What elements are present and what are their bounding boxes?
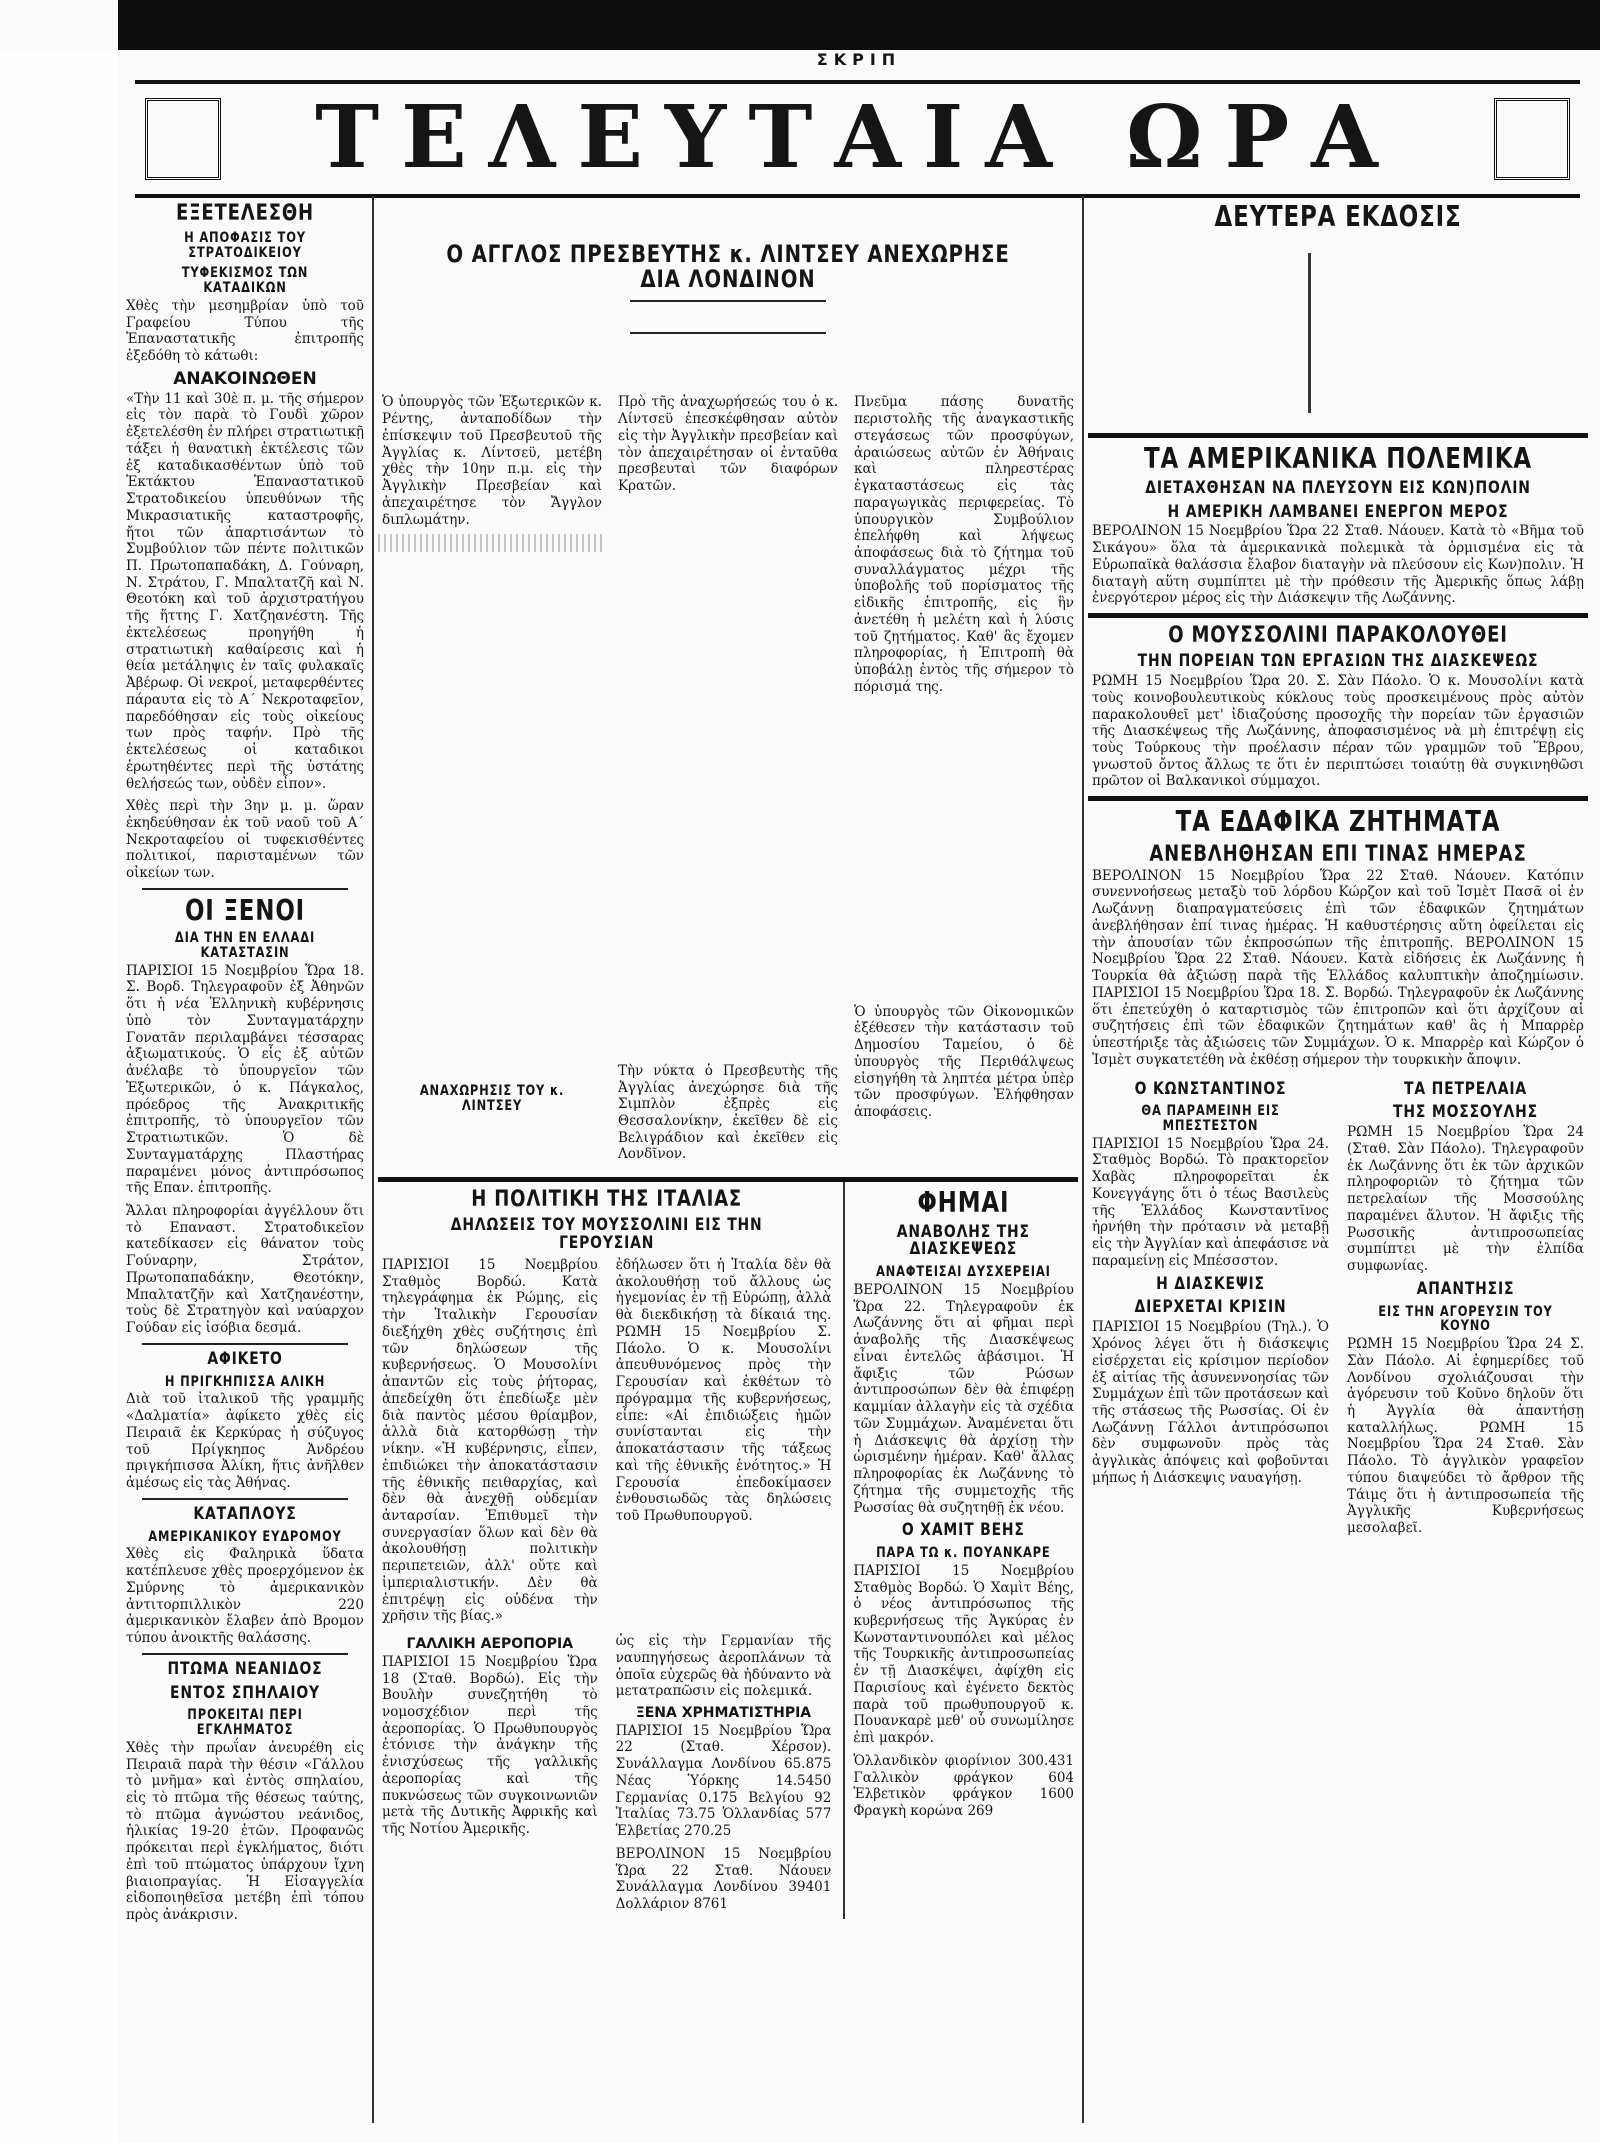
column-1 [122, 196, 368, 2123]
article-headline: Ο ΧΑΜΙΤ ΒΕΗΣ [902, 1520, 1026, 1541]
article-subheadline: ΘΑ ΠΑΡΑΜΕΙΝΗ ΕΙΣ ΜΠΕΣΤΕΣΤΟΝ [1141, 1103, 1280, 1135]
article-text: ΠΑΡΙΣΙΟΙ 15 Νοεμβρίου Ὥρα 18. Σ. Βορδ. Τηλεγραφοῦν ἐξ Ἀθηνῶν ὅτι ἡ νέα Ἑλληνικὴ κυβέρνησις ὑπὸ τὸν Συνταγματάρχην Γονατᾶν περιλαμβάνει τέσσαρας ἀξιωματικούς. Ὁ εἷς ἐξ αὐτῶν ἀνέλαβε τὸ ὑπουργεῖον τῶν Ἐξωτερικῶν, ὁ κ. Πάγκαλος, πρόεδρος τῆς Ἀνακριτικῆς ἐπιτροπῆς, τὸ ὑπουργεῖον τῶν Στρατιωτικῶν. Ὁ δὲ Συνταγματάρχης Πλαστήρας παραμένει μόνος ἀντιπρόσωπος τῆς Επαν. ἐπιτροπῆς. [126, 962, 364, 1197]
article-text: ΠΑΡΙΣΙΟΙ 15 Νοεμβρίου Ὥρα 24. Σταθμὸς Βορδώ. Τὸ πρακτορεῖον Χαβὰς πληροφορεῖται ἐκ Κονεγγάγης ὅτι ὁ τέως Βασιλεὺς τῆς Ἑλλάδος Κωνσταντῖνος ἠρνήθη τὴν πρότασιν νὰ μεταβῇ εἰς τὴν Ἀγγλίαν καὶ ἀπεφάσισε νὰ παραμείνῃ εἰς Μπέσσστον. [1092, 1135, 1329, 1269]
column-4 [1088, 196, 1588, 2123]
article-subheadline: ΑΝΑΦΤΕΙΣΑΙ ΔΥΣΧΕΡΕΙΑΙ [876, 1264, 1052, 1281]
article-subheadline: Η ΠΡΙΓΚΗΠΙΣΣΑ ΑΛΙΚΗ [164, 1373, 326, 1390]
article-subheadline: ΔΙΕΡΧΕΤΑΙ ΚΡΙΣΙΝ [1134, 1297, 1287, 1318]
section-rule [1088, 796, 1588, 801]
article-headline: Ο ΚΩΝΣΤΑΝΤΙΝΟΣ [1134, 1078, 1287, 1099]
article-text: ΡΩΜΗ 15 Νοεμβρίου Ὥρα 20. Σ. Σὰν Πάολο. Ὁ κ. Μουσολίνι κατὰ τοὺς κοινοβουλευτικοὺς κύκλους τοὺς προσκειμένους πρὸς αὐτὸν παρακολουθεῖ μετ' ἰδιαζούσης προσοχῆς τὴν πορείαν τῶν ἐργασιῶν τῆς Διασκέψεως τῆς Λωζάννης, ἀποφασισμένος νὰ μὴ ἐπιτρέψῃ εἰς τοὺς Τούρκους τὴν προέλασιν πέραν τῶν γραμμῶν τοῦ Ἕβρου, γνωστοῦ ὄντος ἄλλως τε ὅτι ἐν περιπτώσει τοιαύτῃ θὰ συγκινηθῶσι πρῶτον οἱ Βαλκανικοὶ σύμμαχοι. [1092, 673, 1584, 790]
section-rule [1088, 433, 1588, 438]
article-headline: Ο ΑΓΓΛΟΣ ΠΡΕΣΒΕΥΤΗΣ κ. ΛΙΝΤΣΕΥ ΑΝΕΧΩΡΗΣΕ ΔΙΑ ΛΟΝΔΙΝΟΝ [446, 240, 1010, 294]
article-subheadline: ΔΙΑ ΤΗΝ ΕΝ ΕΛΛΑΔΙ ΚΑΤΑΣΤΑΣΙΝ [174, 930, 316, 961]
article-headline: ΦΗΜΑΙ [917, 1186, 1010, 1220]
article-text: ΠΑΡΙΣΙΟΙ 15 Νοεμβρίου Σταθμὸς Βορδώ. Ὁ Χαμὶτ Βέης, ὁ νέος ἀντιπρόσωπος τῆς κυβερνήσεως τῆς Ἀγκύρας ἐν Κωνσταντινουπόλει καὶ μέλος τῆς Τουρκικῆς ἀντιπροσωπείας ἐν τῇ Διασκέψει, ἀφίχθη εἰς Παρισίους καὶ ἐγένετο δεκτὸς παρὰ τοῦ πρωθυπουργοῦ κ. Πουανκαρὲ μεθ' οὗ συνωμίλησε ἐπὶ μακρόν. [853, 1562, 1074, 1747]
article-text: Πνεῦμα πάσης δυνατῆς περιστολῆς τῆς ἀναγκαστικῆς στεγάσεως τῶν προσφύγων, ἀραιώσεως αὐτῶν ἐν Ἀθήναις καὶ πληρεστέρας ἐγκαταστάσεως εἰς τὰς παραγωγικὰς περιφερείας. Τὸ ὑπουργικὸν Συμβούλιον ἐπελήφθη καὶ λήψεως ἀποφάσεως διὰ τὸ ζήτημα τοῦ συναλλάγματος μέχρι τῆς ὑποβολῆς τοῦ πορίσματος τῆς εἰδικῆς ἐπιτροπῆς, εἰς ἣν ἀνετέθη ἡ μελέτη καὶ ἡ λύσις τοῦ ζητήματος. Καθ' ἃς ἔχομεν πληροφορίας, ἡ Ἐπιτροπὴ θὰ ὑποβάλῃ ἐντὸς τῆς σήμερον τὸ πόρισμά της. [854, 394, 1074, 695]
article-subheadline: ΠΡΟΚΕΙΤΑΙ ΠΕΡΙ ΕΓΚΛΗΜΑΤΟΣ [187, 1707, 303, 1739]
article-subheadline: ΑΝΑΧΩΡΗΣΙΣ ΤΟΥ κ. ΛΙΝΤΣΕΥ [419, 1083, 565, 1114]
faded-text-area [614, 501, 842, 1061]
scan-black-border [118, 0, 1600, 50]
article-subheadline: Η ΑΜΕΡΙΚΗ ΛΑΜΒΑΝΕΙ ΕΝΕΡΓΟΝ ΜΕΡΟΣ [1167, 501, 1509, 522]
divider [142, 888, 348, 890]
article-headline: ΑΝΑΚΟΙΝΩΘΕΝ [173, 368, 317, 389]
article-text: ἐδήλωσεν ὅτι ἡ Ἰταλία δὲν θὰ ἀκολουθήσῃ τοῦ ἄλλους ὡς ἡγεμονίας ἐν τῇ Εὐρώπῃ, ἀλλὰ θὰ διεκδικήσῃ τὰ δίκαιά της. ΡΩΜΗ 15 Νοεμβρίου Σ. Πάολο. Ὁ κ. Μουσολίνι ἀπευθυνόμενος πρὸς τὴν Γερουσίαν καὶ ἐκθέτων τὸ πρόγραμμα τῆς κυβερνήσεως, εἶπε: «Αἱ ἐπιδιώξεις ἡμῶν συνίστανται εἰς τὴν ἀποκατάστασιν τῆς τάξεως καὶ τῆς ἐθνικῆς ἑνότητος.» Ἡ Γερουσία ἐπεδοκίμασεν ἐνθουσιωδῶς τὰς δηλώσεις τοῦ Πρωθυπουργοῦ. [615, 1256, 832, 1524]
faded-text-area [850, 702, 1078, 1002]
article-text: Ὁλλανδικὸν φιορίνιον 300.431 Γαλλικὸν φράγκον 604 Ἑλβετικὸν φράγκον 1600 Φραγκὴ κορώνα 269 [853, 1752, 1074, 1820]
faded-text-area [1088, 233, 1588, 433]
article-text: Χθὲς τὴν μεσημβρίαν ὑπὸ τοῦ Γραφείου Τύπου τῆς Ἐπαναστατικῆς ἐπιτροπῆς ἐξεδόθη τὸ κάτωθι: [126, 297, 364, 365]
article-headline: Ο ΜΟΥΣΣΟΛΙΝΙ ΠΑΡΑΚΟΛΟΥΘΕΙ [1168, 623, 1508, 649]
divider [630, 300, 826, 302]
article-subheadline: Η ΑΠΟΦΑΣΙΣ ΤΟΥ ΣΤΡΑΤΟΔΙΚΕΙΟΥ [184, 230, 306, 261]
article-headline: ΑΠΑΝΤΗΣΙΣ [1416, 1278, 1515, 1299]
article-subheadline: ΑΝΕΒΛΗΘΗΣΑΝ ΕΠΙ ΤΙΝΑΣ ΗΜΕΡΑΣ [1149, 841, 1527, 867]
article-headline: ΤΑ ΠΕΤΡΕΛΑΙΑ [1404, 1078, 1527, 1099]
divider [142, 1343, 348, 1345]
article-subheadline: ΔΗΛΩΣΕΙΣ ΤΟΥ ΜΟΥΣΣΟΛΙΝΙ ΕΙΣ ΤΗΝ ΓΕΡΟΥΣΙΑΝ [450, 1215, 763, 1254]
divider [630, 332, 826, 334]
masthead-title: ΤΕΛΕΥΤΑΙΑ ΩΡΑ [315, 87, 1400, 188]
article-text: «Τὴν 11 καὶ 30ὲ π. μ. τῆς σήμερον εἰς τὸν παρὰ τὸ Γουδὶ χῶρον ἐξετελέσθη ἐν πλήρει στρατιωτικῇ τάξει ἡ θανατικὴ ἐκτέλεσις τῶν ἐξ καταδικασθέντων ὑπὸ τοῦ Ἐκτάκτου Ἐπαναστατικοῦ Στρατοδικείου ὑπευθύνων τῆς Μικρασιατικῆς καταστροφῆς, ἤτοι τῶν ἀπαρτισάντων τὸ Συμβούλιον τῶν πέντε πολιτικῶν Π. Πρωτοπαπαδάκη, Δ. Γούναρη, Ν. Στράτου, Γ. Μπαλτατζῆ καὶ Ν. Θεοτόκη καὶ τοῦ ἀρχιστρατήγου τῆς ἥττης Γ. Χατζηανέστη. Τῆς ἐκτελέσεως προηγήθη ἡ στρατιωτικὴ καθαίρεσις καὶ ἡ θεία μετάληψις ἐν ταῖς φυλακαῖς Ἀβέρωφ. Οἱ νεκροί, μεταφερθέντες πάραυτα εἰς τὸ Α΄ Νεκροταφεῖον, παρεδόθησαν εἰς τοὺς οἰκείους των πρὸς ταφήν. Πρὸ τῆς ἐκτελέσεως οἱ καταδικοι ἐρωτηθέντες περὶ τῆς ὑστάτης θελήσεώς των, οὐδὲν εἶπον». [126, 390, 364, 792]
article-text: ΒΕΡΟΛΙΝΟΝ 15 Νοεμβρίου Ὥρα 22. Τηλεγραφοῦν ἐκ Λωζάννης ὅτι αἱ φῆμαι περὶ ἀναβολῆς τῆς Διασκέψεως εἶναι ἐντελῶς ἀβάσιμοι. Ἡ ἄφιξις τῶν Ρώσων ἀντιπροσώπων δὲν θὰ ἐπιφέρῃ καμμίαν ἀλλαγὴν εἰς τὰ σχέδια τῶν Συμμάχων. Ἀναμένεται ὅτι ἡ Διάσκεψις θὰ ἀρχίσῃ τὴν ὡρισμένην ἡμέραν. Καθ' ἄλλας πληροφορίας ἐκ Λωζάννης τὸ ζήτημα τῆς συμμετοχῆς τῆς Ρωσσίας θὰ συζητηθῇ ἐκ νέου. [853, 1281, 1074, 1516]
faded-text-area [378, 534, 606, 552]
article-subheadline: ΞΕΝΑ ΧΡΗΜΑΤΙΣΤΗΡΙΑ [635, 1705, 812, 1722]
article-text: ΠΑΡΙΣΙΟΙ 15 Νοεμβρίου Ὥρα 18 (Σταθ. Βορδώ). Εἰς τὴν Βουλὴν συνεζητήθη τὸ νομοσχέδιον περὶ τῆς ἀεροπορίας. Ὁ Πρωθυπουργὸς ἐτόνισε τὴν ἀνάγκην τῆς ἐνισχύσεως τῆς γαλλικῆς ἀεροπορίας καὶ τῆς πυκνώσεως τῶν συγκοινωνιῶν μετὰ τῆς Δυτικῆς Ἀφρικῆς καὶ τῆς Νοτίου Ἀμερικῆς. [382, 1653, 598, 1838]
article-subheadline: ΑΝΑΒΟΛΗΣ ΤΗΣ ΔΙΑΣΚΕΨΕΩΣ [897, 1221, 1031, 1260]
article-subheadline: ΕΝΤΟΣ ΣΠΗΛΑΙΟΥ [170, 1682, 320, 1703]
article-text: Χθὲς εἰς Φαληρικὰ ὕδατα κατέπλευσε χθὲς προερχόμενον ἐκ Σμύρνης τὸ ἀμερικανικὸν ἀντιτορπιλλικὸν 220 ἀμερικανικὸν ἔλαβεν ἀπὸ Βρομον τύπου ἀνοικτῆς θαλάσσης. [126, 1546, 364, 1646]
article-subheadline: ΔΙΕΤΑΧΘΗΣΑΝ ΝΑ ΠΛΕΥΣΟΥΝ ΕΙΣ ΚΩΝ)ΠΟΛΙΝ [1145, 477, 1531, 498]
article-headline: ΤΑ ΕΔΑΦΙΚΑ ΖΗΤΗΜΑΤΑ [1175, 805, 1501, 839]
article-text: ΡΩΜΗ 15 Νοεμβρίου Ὥρα 24 Σ. Σὰν Πάολο. Αἱ ἐφημερίδες τοῦ Λονδίνου σχολιάζουσαι τὴν ἀγόρευσιν τοῦ Κοῦνο δηλοῦν ὅτι ἡ Ἀγγλία θὰ ἀπαντήσῃ καταλλήλως. ΡΩΜΗ 15 Νοεμβρίου Ὥρα 24 Σταθ. Σὰν Πάολο. Τὸ ἀγγλικὸν γραφεῖον τύπου διαψεύδει τὸ ἄρθρον τῆς Τάιμς ὅτι ἡ ἀντιπροσωπεία τῆς Ἀγγλικῆς Κυβερνήσεως μεσολαβεῖ. [1347, 1336, 1584, 1537]
article-headline: ΤΑ ΑΜΕΡΙΚΑΝΙΚΑ ΠΟΛΕΜΙΚΑ [1144, 442, 1532, 476]
article-headline: ΕΞΕΤΕΛΕΣΘΗ [176, 201, 314, 226]
article-headline: Η ΠΟΛΙΤΙΚΗ ΤΗΣ ΙΤΑΛΙΑΣ [471, 1187, 743, 1213]
article-subheadline: ΤΗΣ ΜΟΣΣΟΥΛΗΣ [1393, 1102, 1538, 1123]
article-text: ΒΕΡΟΛΙΝΟΝ 15 Νοεμβρίου Ὥρα 22 Σταθ. Νάουεν Συνάλλαγμα Λονδίνου 39401 Δολλάριον 8761 [615, 1845, 832, 1913]
article-text: ΠΑΡΙΣΙΟΙ 15 Νοεμβρίου (Τηλ.). Ὁ Χρόνος λέγει ὅτι ἡ διάσκεψις εἰσέρχεται εἰς κρίσιμον περίοδον ἐξ αἰτίας τῆς ἀσυνεννοησίας τῶν Συμμάχων ἐπὶ τῶν προτάσεων καὶ τῆς στάσεως τῆς Ρωσσίας. Οἱ ἐν Λωζάννῃ Γάλλοι ἀντιπρόσωποι δὲν συμφωνοῦν πρὸς τὰς ἀγγλικὰς ἀπόψεις καὶ φοβοῦνται μήπως ἡ Διάσκεψις ναυαγήσῃ. [1092, 1319, 1329, 1486]
article-text: Τὴν νύκτα ὁ Πρεσβευτὴς τῆς Ἀγγλίας ἀνεχώρησε διὰ τῆς Σιμπλὸν ἐξπρὲς εἰς Θεσσαλονίκην, ἐκεῖθεν δὲ εἰς Βελιγράδιον καὶ ἐκεῖθεν εἰς Λονδῖνον. [618, 1062, 838, 1163]
article-subheadline: ΤΥΦΕΚΙΣΜΟΣ ΤΩΝ ΚΑΤΑΔΙΚΩΝ [181, 265, 309, 297]
article-text: Χθὲς περὶ τὴν 3ην μ. μ. ὥραν ἐκηδεύθησαν ἐκ τοῦ ναοῦ τοῦ Α΄ Νεκροταφείου οἱ τυφεκισθέντες πολιτικοί, παρισταμένων τῶν οἰκείων των. [126, 798, 364, 882]
article-text: Ἄλλαι πληροφορίαι ἀγγέλλουν ὅτι τὸ Επαναστ. Στρατοδικεῖον κατεδίκασεν εἰς θάνατον τοὺς Γούναρην, Στράτον, Πρωτοπαπαδάκην, Θεοτόκην, Μπαλτατζῆν καὶ Χατζηανέστην, τοὺς δὲ Στρατηγὸν καὶ ναύαρχον Γούδαν εἰς ἰσόβια δεσμά. [126, 1202, 364, 1337]
article-text: ὡς εἰς τὴν Γερμανίαν τῆς ναυπηγήσεως ἀεροπλάνων τὰ ὁποῖα εὐχερῶς θὰ ἠδύναντο νὰ μετατραπῶσιν εἰς πολεμικά. [615, 1633, 832, 1700]
article-subheadline: ΠΑΡΑ ΤΩ κ. ΠΟΥΑΝΚΑΡΕ [876, 1545, 1051, 1562]
article-headline: Η ΔΙΑΣΚΕΨΙΣ [1156, 1273, 1265, 1294]
article-text: Χθὲς τὴν πρωΐαν ἀνευρέθη εἰς Πειραιᾶ παρὰ τὴν θέσιν «Γάλλου τὸ μνῆμα» καὶ ἐντὸς σπηλαίου, εἰς τὸ πτῶμα τῆς θέσεως ταύτης, τὸ πτῶμα ἀγνώστου νεάνιδος, ἡλικίας 19-20 ἐτῶν. Προφανῶς πρόκειται περὶ ἐγκλήματος, διότι ἐπὶ τοῦ πτώματος ὑπάρχουν ἴχνη βιαιοπραγίας. Ἡ Εἰσαγγελία εἰδοποιηθεῖσα μετέβη ἐπὶ τόπου πρὸς ἀνάκρισιν. [126, 1739, 364, 1924]
column-rule [1082, 196, 1084, 2123]
article-subheadline: ΑΜΕΡΙΚΑΝΙΚΟΥ ΕΥΔΡΟΜΟΥ [148, 1528, 342, 1545]
edition-label: ΔΕΥΤΕΡΑ ΕΚΔΟΣΙΣ [1214, 200, 1462, 233]
faded-text-area [378, 558, 606, 1078]
article-text: Πρὸ τῆς ἀναχωρήσεώς του ὁ κ. Λίντσεϋ ἐπεσκέφθησαν αὐτὸν εἰς τὴν Ἀγγλικὴν πρεσβείαν καὶ τὸν ἀπεχαιρέτησαν οἱ ἐνταῦθα πρεσβευταὶ τῶν διαφόρων Κρατῶν. [618, 394, 838, 495]
article-subheadline: ΓΑΛΛΙΚΗ ΑΕΡΟΠΟΡΙΑ [406, 1636, 574, 1653]
article-columns [378, 392, 1078, 1169]
article-text: Ὁ ὑπουργὸς τῶν Ἐξωτερικῶν κ. Ρέντης, ἀνταποδίδων τὴν ἐπίσκεψιν τοῦ Πρεσβευτοῦ τῆς Ἀγγλίας κ. Λίντσεϋ, μετέβη χθὲς τὴν 10ην π.μ. εἰς τὴν Ἀγγλικὴν Πρεσβείαν καὶ ἀπεχαιρέτησε τὸν Ἄγγλον διπλωμάτην. [382, 394, 602, 528]
page-header: ΣΚΡΙΠ [816, 50, 902, 69]
divider [142, 1653, 348, 1655]
article-subheadline: ΤΗΝ ΠΟΡΕΙΑΝ ΤΩΝ ΕΡΓΑΣΙΩΝ ΤΗΣ ΔΙΑΣΚΕΨΕΩΣ [1137, 651, 1539, 672]
article-text: ΒΕΡΟΛΙΝΟΝ 15 Νοεμβρίου Ὥρα 22 Σταθ. Νάουεν. Κατόπιν συνεννοήσεως μεταξὺ τοῦ λόρδου Κώρζον καὶ τοῦ Ἰσμὲτ Πασᾶ οἱ ἐν Λωζάννῃ διαπραγματεύσεις ἐπὶ τῶν ἐδαφικῶν ζητημάτων ἀνεβλήθησαν ἐπί τινας ἡμέρας. Ἡ καθυστέρησις αὕτη ὀφείλεται εἰς τὴν ἀπουσίαν τῶν ἐκπροσώπων τῆς ἐπιτροπῆς. ΒΕΡΟΛΙΝΟΝ 15 Νοεμβρίου Ὥρα 22 Σταθ. Νάουεν. Κατὰ εἰδήσεις ἐκ Λωζάννης ἡ Τουρκία θὰ ἀξιώσῃ παρὰ τῆς Ἑλλάδος καλυπτικὴν ἀποζημίωσιν. ΠΑΡΙΣΙΟΙ 15 Νοεμβρίου Ὥρα 18. Σ. Βορδώ. Τηλεγραφοῦν ἐκ Λωζάννης ὅτι ἐπετεύχθη ὁ καταρτισμὸς τῶν ἐπιτροπῶν καὶ ὅτι ἀρχίζουν αἱ συζητήσεις ἐπὶ τῶν ἐδαφικῶν ζητημάτων καθ' ἃς ἡ Μπαρρὲρ ὑπεστήριξε τὰς ἀξιώσεις τῶν Συμμάχων. Ὁ κ. Μπαρρὲρ καὶ Κώρζον ὁ Ἰσμὲτ συγκατετέθη νὰ ἐκθέσῃ σήμερον τὴν τουρκικὴν ἄποψιν. [1092, 867, 1584, 1068]
page-margin [0, 50, 118, 2143]
article-text: ΠΑΡΙΣΙΟΙ 15 Νοεμβρίου Ὥρα 22 (Σταθ. Χέρσον). Συνάλλαγμα Λονδίνου 65.875 Νέας Ὑόρκης 14.5450 Γερμανίας 0.175 Βελγίου 92 Ἰταλίας 73.75 Ὁλλανδίας 577 Ἑλβετίας 270.25 [615, 1722, 832, 1840]
column-2 [378, 196, 1078, 2123]
article-text: Διὰ τοῦ ἰταλικοῦ τῆς γραμμῆς «Δαλματία» ἀφίκετο χθὲς εἰς Πειραιᾶ ἐκ Κερκύρας ἡ σύζυγος τοῦ Πρίγκηπος Ἀνδρέου πριγκήπισσα Ἀλίκη, ἥτις ἀνῆλθεν ἀμέσως εἰς τὰς Ἀθήνας. [126, 1391, 364, 1492]
article-subheadline: ΕΙΣ ΤΗΝ ΑΓΟΡΕΥΣΙΝ ΤΟΥ ΚΟΥΝΟ [1378, 1303, 1553, 1335]
article-headline: ΚΑΤΑΠΛΟΥΣ [193, 1503, 297, 1524]
section-rule [1088, 613, 1588, 618]
article-text: ΒΕΡΟΛΙΝΟΝ 15 Νοεμβρίου Ὥρα 22 Σταθ. Νάουεν. Κατὰ τὸ «Βῆμα τοῦ Σικάγου» ὅλα τὰ ἀμερικανικὰ πολεμικὰ τὰ ὁρμισμένα εἰς τὰ Εὐρωπαϊκὰ θαλάσσια ἔλαβον διαταγὴν νὰ πλεύσουν εἰς Κων)πολιν. Ἡ διαταγὴ αὕτη συμπίπτει μὲ τὴν πρόθεσιν τῆς Ἀμερικῆς ὅπως λάβῃ ἐνεργότερον μέρος εἰς τὴν Διάσκεψιν τῆς Λωζάννης. [1092, 523, 1584, 607]
ornament-icon [1494, 98, 1570, 180]
article-text: ΠΑΡΙΣΙΟΙ 15 Νοεμβρίου Σταθμὸς Βορδώ. Κατὰ τηλεγράφημα ἐκ Ρώμης, εἰς τὴν Ἰταλικὴν Γερουσίαν διεξήχθη χθὲς συζήτησις ἐπὶ τῶν δηλώσεων τῆς κυβερνήσεως. Ὁ Μουσολίνι ἀπαντῶν εἰς τοὺς ῥήτορας, ἀπεδείχθη ὅτι ἐπεδίωξε μὲν διὰ παντὸς μέσου θρίαμβον, ἀλλὰ διὰ κατορθώσῃ τὴν νίκην. «Ἡ κυβέρνησις, εἶπεν, ἐπιδιώκει τὴν ἀποκατάστασιν τῆς ἐθνικῆς πειθαρχίας, καὶ δὲν θὰ ἀνεχθῇ οὐδεμίαν ἀνταρσίαν. Ἐπιθυμεῖ τὴν συνεργασίαν ὅλων καὶ δὲν θὰ ἀκολουθήσῃ πολιτικὴν περιπετειῶν, ἀλλ' οὔτε καὶ ἰμπεριαλιστικήν. Δὲν θὰ ἐπιτρέψῃ εἰς οὐδένα τὴν χρῆσιν τῆς βίας.» [382, 1256, 598, 1625]
masthead-banner [135, 80, 1580, 198]
column-rule [372, 196, 374, 2123]
article-headline: ΟΙ ΞΕΝΟΙ [184, 893, 306, 927]
article-headline: ΠΤΩΜΑ ΝΕΑΝΙΔΟΣ [167, 1658, 323, 1679]
divider [142, 1498, 348, 1500]
article-text: Ὁ ὑπουργὸς τῶν Οἰκονομικῶν ἐξέθεσεν τὴν κατάστασιν τοῦ Δημοσίου Ταμείου, ὁ δὲ ὑπουργὸς τῆς Περιθάλψεως εἰσηγήθη τὰ ληπτέα μέτρα ὑπὲρ τῶν προσφύγων. Ἐλήφθησαν ἀποφάσεις. [854, 1003, 1074, 1120]
article-text: ΡΩΜΗ 15 Νοεμβρίου Ὥρα 24 (Σταθ. Σὰν Πάολο). Τηλεγραφοῦν ἐκ Λωζάννης ὅτι ἐκ τῶν ἀρχικῶν πληροφοριῶν τὸ ζήτημα τῶν πετρελαίων τῆς Μοσσούλης παραμένει ἄλυτον. Ἡ ἄφιξις τῆς Ρωσσικῆς ἀντιπροσωπείας συμπίπτει μὲ τὴν ἐλπίδα συμφωνίας. [1347, 1124, 1584, 1275]
article-headline: ΑΦΙΚΕΤΟ [207, 1348, 283, 1369]
